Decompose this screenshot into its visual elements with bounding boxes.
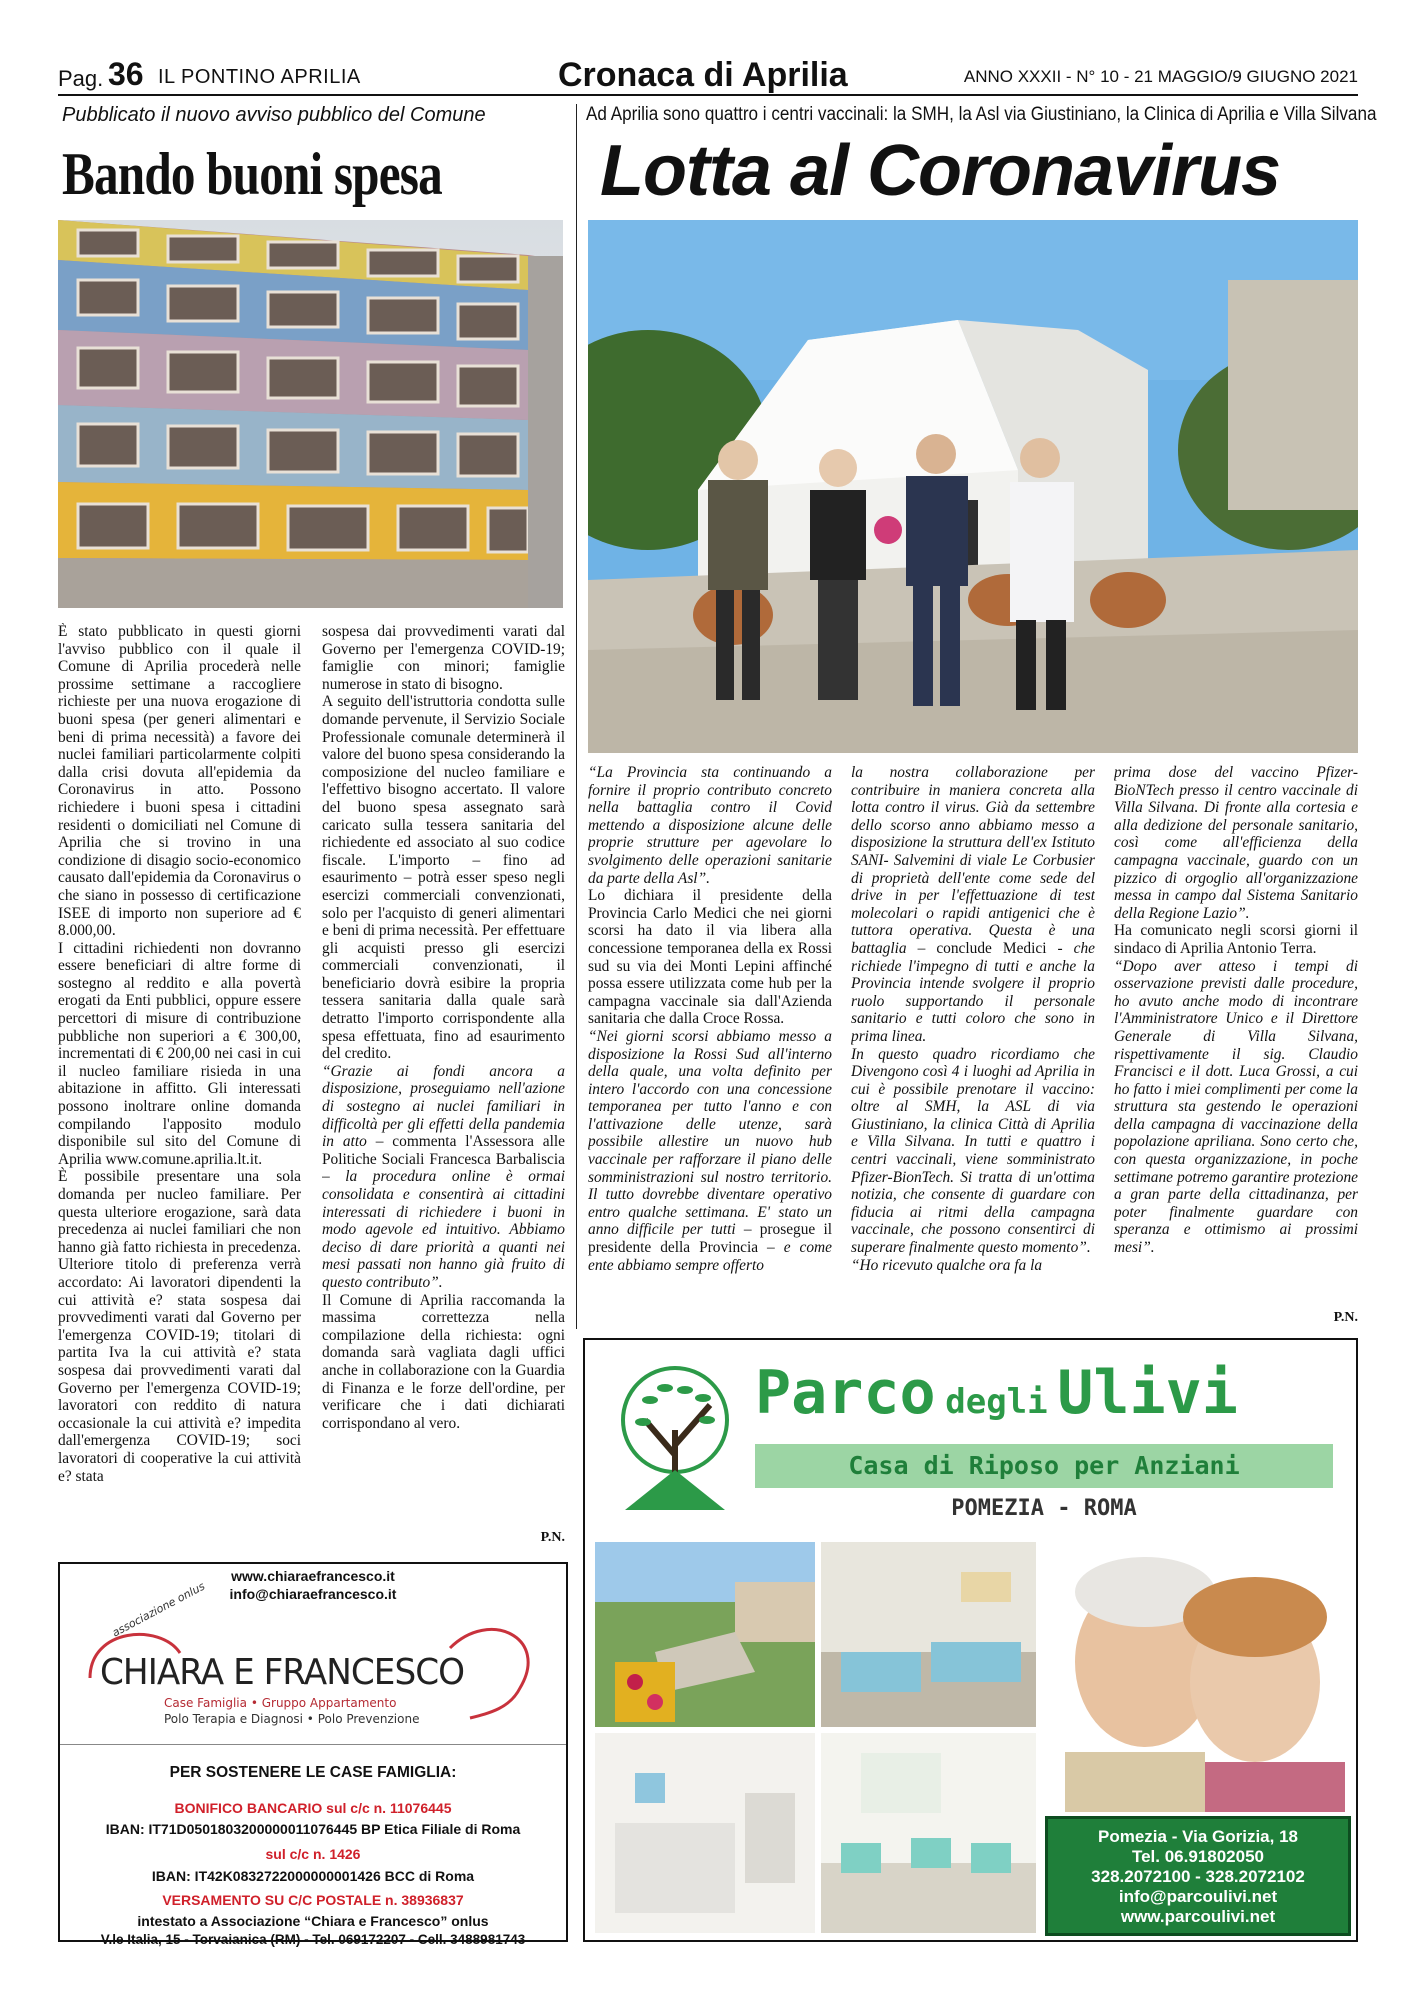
facility-photo-bathroom [595, 1733, 815, 1933]
olive-tree-icon [615, 1360, 735, 1510]
parco-ulivi-ad[interactable] [583, 1338, 1358, 1942]
ad-email[interactable]: info@chiaraefrancesco.it [229, 1586, 397, 1602]
chiara-francesco-ad[interactable] [58, 1562, 568, 1947]
section-title: Cronaca di Aprilia [558, 56, 848, 94]
page-number: 36 [108, 56, 144, 92]
right-headline: Lotta al Coronavirus [600, 131, 1281, 211]
parco-subtitle-box [755, 1444, 1333, 1488]
left-col1-text: È stato pubblicato in questi giorni l'avviso pubblico con il quale il Comune di Aprilia procederà nelle prossime settimane a raccogliere richieste per una nuova erogazione di buoni spesa (per generi alimentari e beni di prima necessità) a favore dei nuclei familiari particolarmente colpiti dalla crisi dovuta all'epidemia da Coronavirus in atto. Possono richiedere i buoni spesa i cittadini residenti o domiciliati nel Comune di Aprilia che si trovino in una condizione di disagio socio-economico causato dall'epidemia da Coronavirus o che siano in possesso di certificazione ISEE di importo non superiore ad € 8.000,00. I cittadini richiedenti non dovranno essere beneficiari di altre forme di sostegno al reddito e alla povertà erogati da Enti pubblici, oppure essere percettori di misure di contribuzione pubbliche non superiori a € 300,00, incrementati di € 200,00 nei casi in cui il nucleo familiare risieda in una abitazione in affitto. Gli interessati possono inoltrare online domanda compilando l'apposito modulo disponibile sul sito del Comune di Aprilia www.comune.aprilia.lt.it. È possibile presentare una sola domanda per nucleo familiare. Per questa ulteriore erogazione, sarà data precedenza ai nuclei familiari che non hanno già fatto richiesta in precedenza. Ulteriore titolo di preferenza verrà accordato: Ai lavoratori dipendenti la cui attività e? stata sospesa dai provvedimenti varati dal Governo per l'emergenza COVID-19; titolari di partita Iva la cui attività e? stata sospesa dai provvedimenti varati dal Governo per l'emergenza COVID-19; lavoratori con reddito di natura occasionale la cui attività e? impedita dall'emergenza COVID-19; soci lavoratori di cooperative la cui attività e? stata [58, 623, 301, 1485]
address-line: V.le Italia, 15 - Torvaianica (RM) - Tel. 069172207 - Cell. 3488981743 [100, 1932, 526, 1947]
facility-photo-dining [821, 1733, 1036, 1933]
left-headline: Bando buoni spesa [62, 141, 442, 207]
right-col1-quote: “La Provincia sta continuando a fornire il proprio contributo concreto nella battaglia contro il Covid mettendo a disposizione alcune delle proprie strutture per agevolare lo svolgimento delle operazioni sanitarie da parte della Asl”. [588, 764, 832, 887]
parco-title [755, 1358, 1238, 1428]
parco-name-c: Ulivi [1057, 1358, 1238, 1428]
right-col1-b: Lo dichiara il presidente della Provincia Carlo Medici che nei giorni scorsi ha dato il via libera alla concessione temporanea della ex Rossi sud su via dei Monti Lepini affinché possa essere utilizzata come hub per la campagna vaccinale sia dall'Azienda sanitaria che dalla Croce Rossa. [588, 887, 832, 1028]
column-divider [576, 104, 577, 1329]
logo-tagline1: Case Famiglia • Gruppo Appartamento [164, 1696, 397, 1710]
right-col3-b: Ha comunicato negli scorsi giorni il sindaco di Aprilia Antonio Terra. [1114, 922, 1358, 957]
left-article-col2 [322, 623, 565, 1525]
contact-address: Pomezia - Via Gorizia, 18 [1098, 1827, 1298, 1846]
paper-name: IL PONTINO APRILIA [158, 66, 361, 88]
issue-info: ANNO XXXII - N° 10 - 21 MAGGIO/9 GIUGNO 2021 [963, 67, 1358, 86]
colorful-building-image [58, 220, 563, 608]
parco-name-b: degli [945, 1382, 1048, 1422]
right-signature: P.N. [1333, 1310, 1358, 1325]
right-kicker: Ad Aprilia sono quattro i centri vaccinali: la SMH, la Asl via Giustiniano, la Clinica di Aprilia e Villa Silvana [586, 104, 1377, 125]
contact-tel[interactable]: Tel. 06.91802050 [1131, 1847, 1264, 1866]
parco-contact-box [1045, 1816, 1351, 1936]
contact-email[interactable]: info@parcoulivi.net [1118, 1887, 1278, 1906]
contact-mobile[interactable]: 328.2072100 - 328.2072102 [1091, 1867, 1305, 1886]
logo-tagline2: Polo Terapia e Diagnosi • Polo Prevenzione [164, 1712, 420, 1726]
support-title: PER SOSTENERE LE CASE FAMIGLIA: [169, 1764, 457, 1781]
parco-name-a: Parco [755, 1358, 936, 1428]
intestato-line: intestato a Associazione “Chiara e Francesco” onlus [137, 1913, 489, 1929]
vaccination-photo [588, 220, 1358, 753]
logo-name: CHIARA E FRANCESCO [100, 1652, 465, 1693]
left-col2-c: Il Comune di Aprilia raccomanda la massima correttezza nella compilazione della richiesta: ogni domanda sarà vagliata dagli uffici anche in collaborazione con la Guardia di Finanza e le forze dell'ordine, per verificare che i dati dichiarati corrispondano al vero. [322, 1291, 565, 1432]
ad-website[interactable]: www.chiaraefrancesco.it [231, 1568, 395, 1584]
parco-subtitle: Casa di Riposo per Anziani [848, 1451, 1240, 1480]
building-photo [58, 220, 563, 608]
right-col1-quote3: e come ente abbiamo sempre offerto [588, 1239, 832, 1274]
left-signature: P.N. [540, 1530, 565, 1545]
left-col2-quote2: la procedura online è ormai consolidata e consentirà ai cittadini interessati di richiedere i buoni in modo agevole ed intuitivo. Abbiamo deciso di dare priorità a quanti nei mesi passati non hanno già fruito di questo contributo”. [322, 1168, 565, 1291]
page-header [58, 56, 1358, 96]
facility-photo-bedroom [821, 1542, 1036, 1727]
left-col2-text [322, 623, 565, 1432]
page-label: Pag. [58, 66, 104, 91]
parco-location: POMEZIA - ROMA [951, 1496, 1137, 1521]
iban1-line: IBAN: IT71D0501803200000011076445 BP Etica Filiale di Roma [105, 1821, 521, 1837]
facility-photo-garden [595, 1542, 815, 1727]
right-col1-quote2: “Nei giorni scorsi abbiamo messo a disposizione la Rossi Sud all'interno della quale, una volta definito per intero l'accordo con una concessione temporanea per tutto l'anno e con l'attivazione delle utenze, sarà possibile allestire un nuovo hub vaccinale per rafforzare il piano delle somministrazioni sul nostro territorio. Il tutto dovrebbe diventare operativo entro qualche settimana. E' stato un anno difficile per tutti – [588, 1027, 832, 1239]
bonifico-line: BONIFICO BANCARIO sul c/c n. 11076445 [174, 1800, 452, 1816]
left-kicker: Pubblicato il nuovo avviso pubblico del Comune [62, 104, 486, 126]
left-col2-b: commenta l'Assessora alle Politiche Sociali Francesca Barbaliscia – [322, 1133, 565, 1186]
right-col2-quote: la nostra collaborazione per contribuire in maniera concreta alla lotta contro il virus. Già da settembre dello scorso anno abbiamo messo a disposizione la struttura dell'ex Istituto SANI- Salvemini di viale Le Corbusier di proprietà dell'ente come sede del drive in per l'effettuazione di test molecolari o rapidi antigenici che è tuttora operativa. Questa è una battaglia – [851, 764, 1095, 957]
logo-small-text: associazione onlus [110, 1579, 208, 1640]
right-col1-c: prosegue il presidente della Provincia – [588, 1221, 832, 1257]
left-col2-a: sospesa dai provvedimenti varati dal Governo per l'emergenza COVID-19; famiglie con minori; famiglie numerose in stato di bisogno. A seguito dell'istruttoria condotta sulle domande pervenute, il Servizio Sociale Professionale comunale determinerà il valore del buono spesa considerando la composizione del nucleo familiare e l'effettivo bisogno accertato. Il valore del buono spesa assegnato sarà caricato sulla tessera sanitaria del richiedente ed associato al suo codice fiscale. L'importo – fino ad esaurimento – potrà esser speso negli esercizi commerciali convenzionati, solo per l'acquisto di generi alimentari e beni di prima necessità. Per effettuare gli acquisti presso gli esercizi commerciali convenzionati, il beneficiario dovrà esibire la propria tessera sanitaria dalla quale sarà detratto l'importo corrispondente alla spesa effettuata, fino ad esaurimento del credito. [322, 623, 565, 1063]
right-col2-quote2: che richiede l'impegno di tutti e anche la Provincia intende svolgere il proprio ruolo supportando il personale sanitario e tutti coloro che sono in prima linea. In questo quadro ricordiamo che Divengono così 4 i luoghi ad Aprilia in cui è possibile prenotare il vaccino: oltre al SMH, la ASL di via Giustiniano, la clinica Città di Aprilia e Villa Silvana. In tutti e quattro i centri vaccinali, viene somministrato Pfizer-BionTech. Si tratta di un'ottima notizia, che consente di guardare con fiducia ai ritmi della campagna vaccinale, che possono consentirci di superare finalmente questo momento”. “Ho ricevuto qualche ora fa la [851, 939, 1095, 1274]
right-col1-text [588, 764, 832, 1274]
right-col2-text [851, 764, 1095, 1274]
cc2-line: sul c/c n. 1426 [265, 1846, 361, 1862]
left-article-col1 [58, 623, 301, 1525]
ad-divider [60, 1744, 566, 1745]
postale-line: VERSAMENTO SU C/C POSTALE n. 38936837 [162, 1892, 464, 1908]
right-article-col2 [851, 764, 1095, 1324]
right-col3-quote: prima dose del vaccino Pfizer-BioNTech presso il centro vaccinale di Villa Silvana. Di fronte alla cortesia e alla dedizione del personale sanitario, così come all'efficienza della campagna vaccinale, guardo con un pizzico di orgoglio all'organizzazione messa in campo dal Sistema Sanitario della Regione Lazio”. [1114, 764, 1358, 922]
iban2-line: IBAN: IT42K0832722000000001426 BCC di Roma [151, 1868, 475, 1884]
right-col2-b: conclude Medici - [925, 939, 1074, 957]
right-col3-quote2: “Dopo aver atteso i tempi di osservazione previsti dalle procedure, ho avuto anche modo di incontrare l'Amministratore Unico e il Direttore Generale di Villa Silvana, rispettivamente il sig. Claudio Francisci e il dott. Luca Grossi, a cui ho fatto i miei complimenti per come la struttura sta gestendo le operazioni della campagna di vaccinazione della popolazione apriliana. Sono certo che, con questa organizzazione, in poche settimane potremo garantire protezione a gran parte della cittadinanza, per poter finalmente guardare con speranza e ottimismo ai prossimi mesi”. [1114, 957, 1358, 1257]
vaccination-center-image [588, 220, 1358, 753]
right-article-col3 [1114, 764, 1358, 1309]
right-article-col1 [588, 764, 832, 1324]
left-col2-quote: “Grazie ai fondi ancora a disposizione, proseguiamo nell'azione di sostegno ai nuclei familiari in difficoltà per gli effetti della pandemia in atto – [322, 1062, 565, 1151]
elderly-couple-photo [1045, 1542, 1351, 1812]
right-col3-text [1114, 764, 1358, 1257]
contact-web[interactable]: www.parcoulivi.net [1120, 1907, 1276, 1926]
